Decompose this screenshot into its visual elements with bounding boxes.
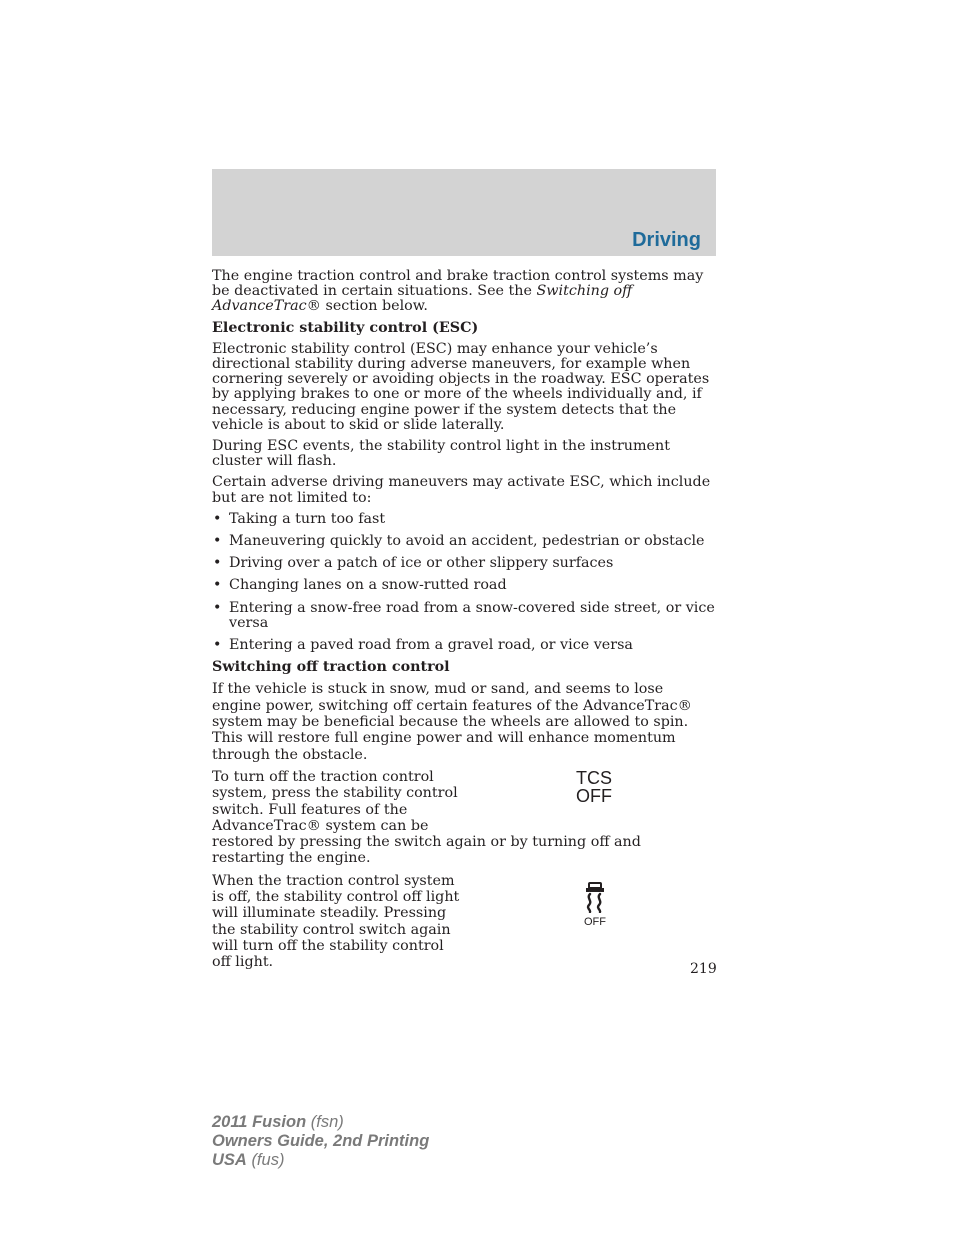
footer-model-code: (fsn): [310, 1113, 344, 1131]
intro-reference: Switching off AdvanceTrac®: [212, 283, 633, 315]
section-header-band: [212, 169, 716, 256]
tcs-off-row: [212, 769, 716, 834]
footer-market: USA: [212, 1151, 247, 1169]
footer-guide-title: Owners Guide, 2nd Printing: [212, 1132, 430, 1150]
document-footer: [212, 1113, 429, 1170]
tcs-off-text-continued: restored by pressing the switch again or by turning off and restarting the engine.: [212, 834, 641, 867]
page-content: [212, 269, 716, 971]
section-title: Driving: [632, 229, 701, 251]
esc-paragraph-1: Electronic stability control (ESC) may enhance your vehicle’s directional stability during adverse maneuvers, for example when cornering severely or avoiding objects in the roadway. ESC operates by applying brakes to one or more of the wheels individually and, if necessary, reducing engine power if the system detects that the vehicle is about to skid or slide laterally.: [212, 340, 710, 433]
footer-market-code: (fus): [251, 1151, 285, 1169]
stability-off-text: When the traction control system is off, the stability control off light will illuminate steadily. Pressing the stability control switch again will turn off the stability control off light.: [212, 872, 460, 971]
tcs-off-text: To turn off the traction control system, press the stability control switch. Full features of the AdvanceTrac® system can be: [212, 768, 458, 834]
traction-paragraph-1: If the vehicle is stuck in snow, mud or sand, and seems to lose engine power, switching off certain features of the AdvanceTrac® system may be beneficial because the wheels are allowed to spin. This will restore full engine power and will enhance momentum through the obstacle.: [212, 681, 692, 763]
list-item: • Changing lanes on a snow-rutted road: [212, 578, 716, 593]
intro-paragraph: [212, 269, 716, 315]
esc-maneuver-list: [212, 512, 716, 653]
esc-paragraph-2: During ESC events, the stability control light in the instrument cluster will flash.: [212, 438, 670, 470]
esc-heading: Electronic stability control (ESC): [212, 319, 479, 336]
esc-paragraph-3: Certain adverse driving maneuvers may activate ESC, which include but are not limited to:: [212, 474, 711, 506]
list-item: • Entering a paved road from a gravel road, or vice versa: [212, 638, 716, 653]
intro-text-end: section below.: [320, 298, 428, 315]
traction-heading: Switching off traction control: [212, 659, 450, 676]
stability-off-row: [212, 873, 716, 971]
footer-model: 2011 Fusion: [212, 1113, 307, 1131]
tcs-icon-line-2: OFF: [576, 785, 612, 806]
list-item: • Maneuvering quickly to avoid an accident, pedestrian or obstacle: [212, 534, 716, 549]
tcs-icon-line-1: TCS: [576, 767, 612, 788]
off-icon-label: OFF: [584, 916, 606, 929]
stability-control-off-icon: [580, 879, 610, 928]
skidding-car-icon: [582, 879, 608, 913]
list-item: • Taking a turn too fast: [212, 512, 716, 527]
intro-text: The engine traction control and brake traction control systems may be deactivated in certain situations. See the: [212, 268, 704, 300]
tcs-off-indicator-icon: [576, 769, 612, 805]
list-item: • Entering a snow-free road from a snow-covered side street, or vice versa: [212, 601, 716, 631]
list-item: • Driving over a patch of ice or other slippery surfaces: [212, 556, 716, 571]
page-number: 219: [690, 961, 717, 977]
